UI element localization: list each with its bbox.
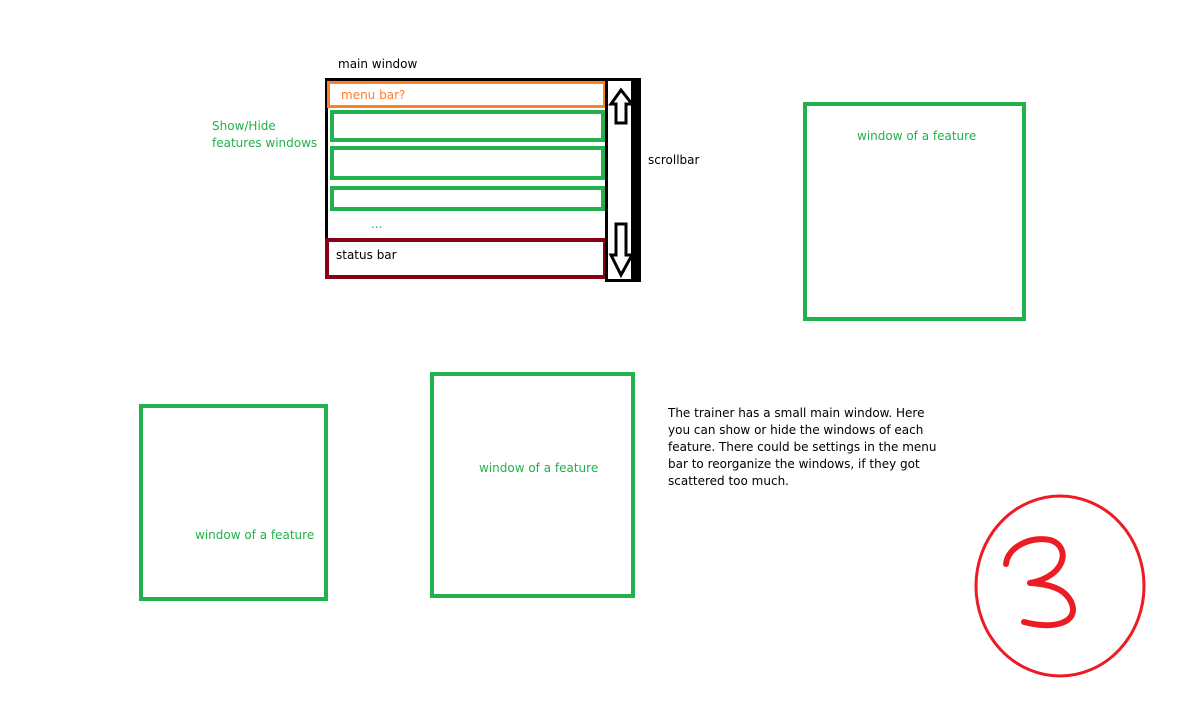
show-hide-label: Show/Hide features windows <box>212 119 318 150</box>
feature-window[interactable] <box>430 372 635 598</box>
feature-window-label: window of a feature <box>479 461 599 475</box>
scrollbar-label: scrollbar <box>648 153 700 167</box>
status-bar <box>325 238 607 279</box>
more-rows-ellipsis: ... <box>371 217 383 231</box>
menu-bar-label: menu bar? <box>341 88 406 102</box>
feature-window[interactable] <box>139 404 328 601</box>
main-window-label: main window <box>338 57 418 71</box>
menu-bar[interactable] <box>327 81 606 108</box>
page-number-digit <box>1006 539 1073 625</box>
feature-toggle-row[interactable] <box>330 110 605 142</box>
feature-toggle-row[interactable] <box>330 186 605 211</box>
scrollbar[interactable] <box>605 78 641 282</box>
page-number-stamp <box>970 488 1152 684</box>
feature-window-label: window of a feature <box>195 528 315 542</box>
status-bar-label: status bar <box>336 248 397 262</box>
description-text: The trainer has a small main window. Here you can show or hide the windows of each feature. There could be settings in the menu bar to reorganize the windows, if they got scattered too much. <box>668 406 937 488</box>
feature-toggle-row[interactable] <box>330 146 605 180</box>
feature-window-label: window of a feature <box>857 129 977 143</box>
feature-window[interactable] <box>803 102 1026 321</box>
